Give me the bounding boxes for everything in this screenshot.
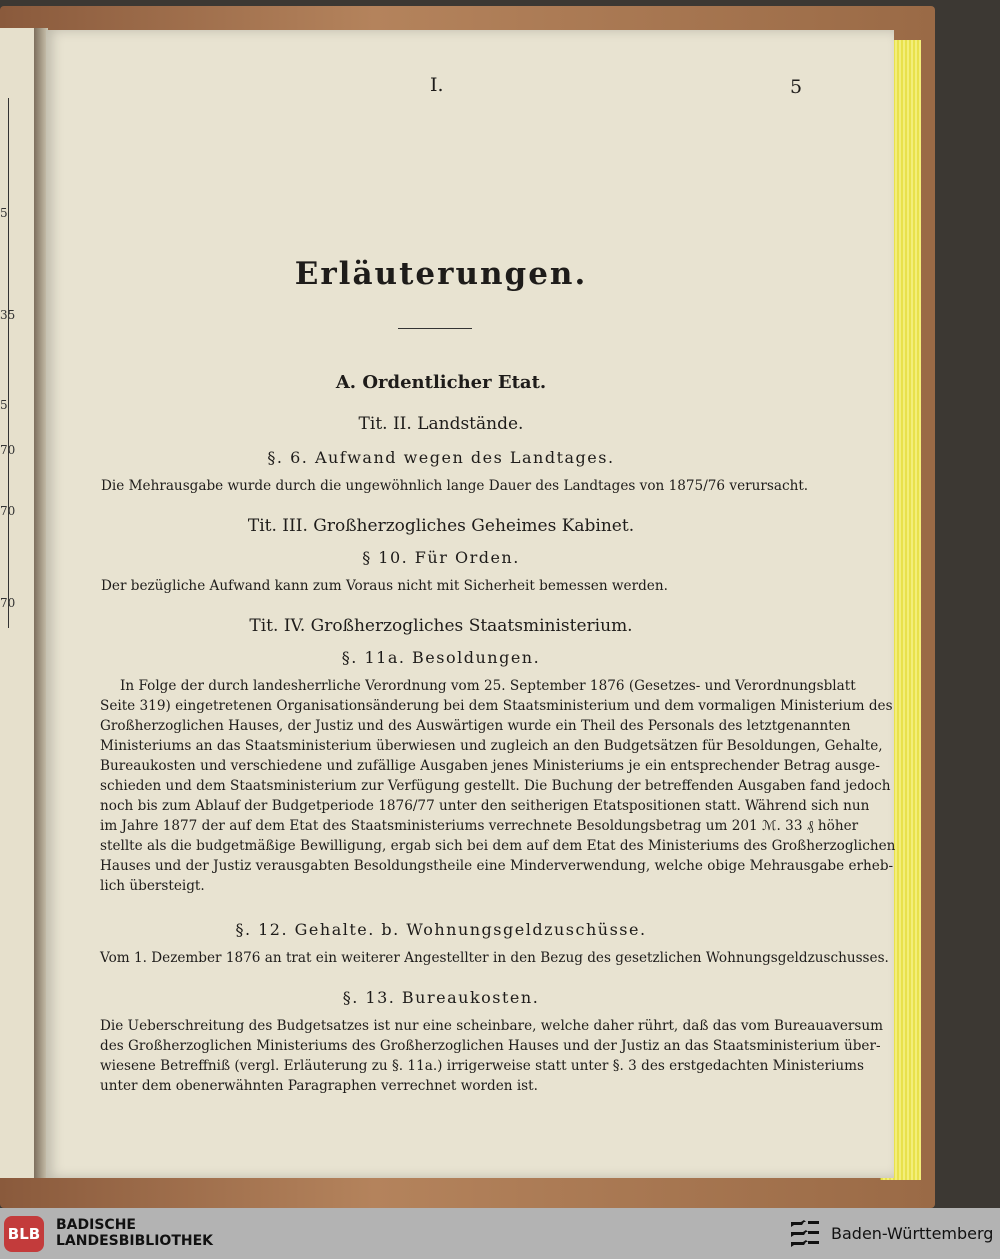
title-rule: [398, 328, 472, 329]
left-fragment-1: 5: [0, 206, 8, 220]
section-10-text: Der bezügliche Aufwand kann zum Voraus nicht mit Sicherheit bemessen werden.: [101, 578, 668, 594]
left-fragment-6: 70: [0, 596, 16, 610]
section-12-heading: §. 12. Gehalte. b. Wohnungsgeldzuschüsse.: [235, 920, 647, 939]
library-name[interactable]: [56, 1217, 213, 1249]
library-name-line-2: LANDESBIBLIOTHEK: [56, 1233, 214, 1249]
page-title: Erläuterungen.: [294, 256, 588, 292]
section-13-heading: §. 13. Bureaukosten.: [342, 988, 540, 1007]
paragraph-line: wiesene Betreffniß (vergl. Erläuterung zu §. 11a.) irrigerweise statt unter §. 3 des erstgedachten Ministeriums: [100, 1058, 864, 1074]
blb-logo[interactable]: BLB: [4, 1216, 44, 1252]
part-heading: A. Ordentlicher Etat.: [335, 372, 547, 393]
paragraph-line: In Folge der durch landesherrliche Verordnung vom 25. September 1876 (Gesetzes- und Verordnungsblatt: [120, 678, 856, 694]
header-page-number: 5: [790, 76, 803, 98]
partner-name[interactable]: Baden-Württemberg: [831, 1224, 994, 1243]
left-page-fragment: [0, 28, 36, 1178]
paragraph-line: des Großherzoglichen Ministeriums des Großherzoglichen Hauses und der Justiz an das Staatsministerium über-: [100, 1038, 881, 1054]
tit-3-heading: Tit. III. Großherzogliches Geheimes Kabinet.: [247, 516, 635, 536]
library-name-line-1: BADISCHE: [56, 1217, 136, 1233]
paragraph-line: stellte als die budgetmäßige Bewilligung, ergab sich bei dem auf dem Etat des Ministeriums des Großherzoglichen: [100, 838, 896, 854]
paragraph-line: Großherzoglichen Hauses, der Justiz und des Auswärtigen wurde ein Theil des Personals des letztgenannten: [100, 718, 851, 734]
section-12-text: Vom 1. Dezember 1876 an trat ein weiterer Angestellter in den Bezug des gesetzlichen Wohnungsgeldzuschusses.: [100, 950, 889, 966]
section-10-heading: § 10. Für Orden.: [362, 548, 520, 567]
paragraph-line: Bureaukosten und verschiedene und zufällige Ausgaben jenes Ministeriums je ein entsprechender Betrag ausge-: [100, 758, 880, 774]
left-fragment-2: 35: [0, 308, 16, 322]
left-fragment-3: 5: [0, 398, 8, 412]
tit-4-heading: Tit. IV. Großherzogliches Staatsministerium.: [249, 616, 633, 636]
right-page: [46, 30, 894, 1178]
paragraph-line: im Jahre 1877 der auf dem Etat des Staatsministeriums verrechnete Besoldungsbetrag um 201 ℳ. 33 ₰ höher: [100, 818, 859, 834]
paragraph-line: lich übersteigt.: [100, 878, 205, 894]
paragraph-line: Die Ueberschreitung des Budgetsatzes ist nur eine scheinbare, welche daher rührt, daß das vom Bureauaversum: [100, 1018, 884, 1034]
paragraph-line: noch bis zum Ablauf der Budgetperiode 1876/77 unter den seitherigen Etatspositionen statt. Während sich nun: [100, 798, 870, 814]
section-11a-heading: §. 11a. Besoldungen.: [341, 648, 541, 667]
tit-2-heading: Tit. II. Landstände.: [358, 414, 524, 434]
header-part-number: I.: [430, 74, 444, 96]
section-6-text: Die Mehrausgabe wurde durch die ungewöhnlich lange Dauer des Landtages von 1875/76 verursacht.: [101, 478, 809, 494]
paragraph-line: Hauses und der Justiz verausgabten Besoldungstheile eine Minderverwendung, welche obige Mehrausgabe erheb-: [100, 858, 894, 874]
section-6-heading: §. 6. Aufwand wegen des Landtages.: [267, 448, 615, 467]
lions-coat-of-arms-icon: [788, 1217, 822, 1251]
paragraph-line: Ministeriums an das Staatsministerium überwiesen und zugleich an den Budgetsätzen für Besoldungen, Gehalte,: [100, 738, 883, 754]
left-fragment-4: 70: [0, 443, 16, 457]
left-page-rule: [8, 98, 9, 628]
paragraph-line: schieden und dem Staatsministerium zur Verfügung gestellt. Die Buchung der betreffenden Ausgaben fand jedoch: [100, 778, 891, 794]
left-fragment-5: 70: [0, 504, 16, 518]
paragraph-line: Seite 319) eingetretenen Organisationsänderung bei dem Staatsministerium und dem vormaligen Ministerium des: [100, 698, 893, 714]
paragraph-line: unter dem obenerwähnten Paragraphen verrechnet worden ist.: [100, 1078, 538, 1094]
viewer-footer: [0, 1208, 1000, 1259]
